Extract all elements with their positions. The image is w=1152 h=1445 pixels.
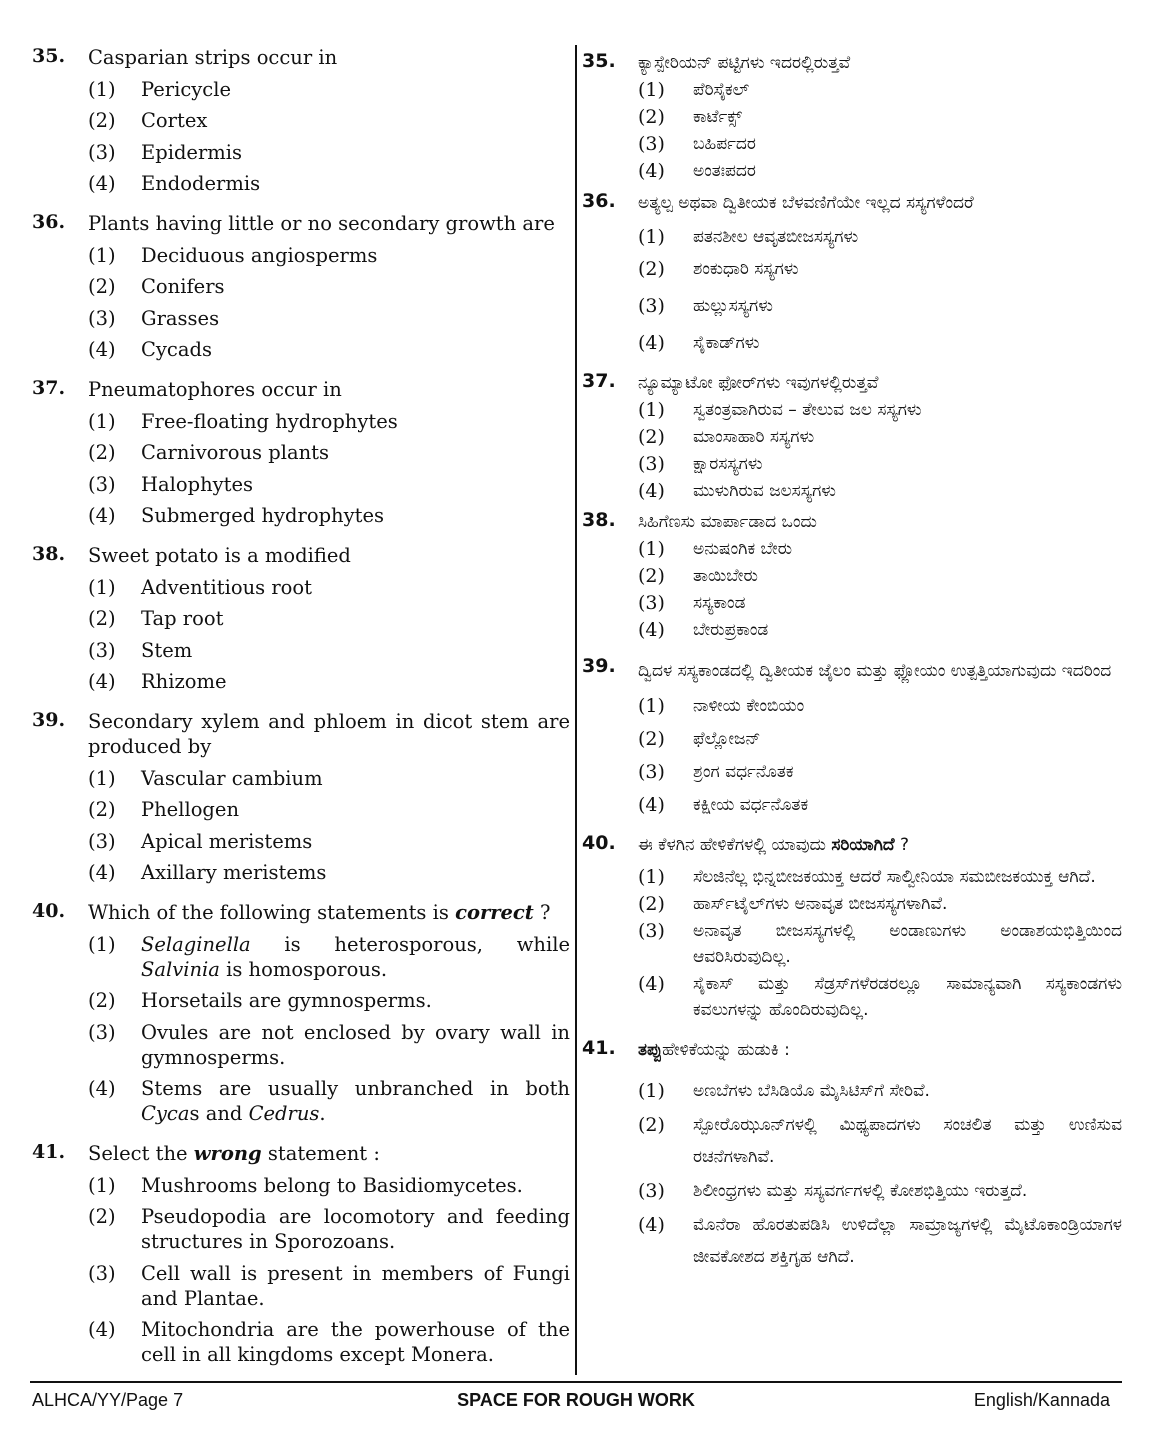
option-2 [88, 108, 570, 133]
question-text [638, 832, 1122, 858]
option-1 [88, 243, 570, 268]
option-3 [638, 1175, 1122, 1207]
option-3 [88, 140, 570, 165]
option-number: (4) [88, 504, 116, 527]
option-text: Deciduous angiosperms [141, 243, 378, 267]
kannada-column [582, 40, 1122, 1273]
option-text: Mushrooms belong to Basidiomycetes. [141, 1173, 523, 1197]
option-text: ನಾಳೀಯ ಕೇಂಬಿಯಂ [693, 696, 805, 716]
option-text: Carnivorous plants [141, 441, 329, 464]
option-text: Pericycle [141, 77, 231, 101]
option-number: (2) [638, 106, 665, 128]
option-1 [88, 575, 570, 600]
question-number: 36. [582, 190, 616, 212]
option-3 [88, 306, 570, 331]
question-35 [32, 45, 570, 196]
option-number: (1) [88, 1173, 116, 1197]
option-number: (2) [638, 426, 665, 448]
option-text: ಕಕ್ಷೀಯ ವರ್ಧನೊತಕ [693, 795, 809, 815]
option-text: Tap root [141, 607, 224, 630]
question-number: 35. [32, 45, 66, 67]
option-text: Submerged hydrophytes [141, 504, 385, 527]
option-2 [88, 606, 570, 631]
text-fragment: . [319, 1102, 326, 1125]
option-number: (2) [88, 1205, 116, 1228]
question-text-end: ? [533, 901, 551, 924]
option-number: (2) [88, 109, 116, 132]
option-number: (2) [638, 1114, 665, 1136]
option-1 [88, 77, 570, 102]
option-text: Cortex [141, 109, 208, 132]
option-text: ಶ್ರಂಗ ವರ್ಧನೊತಕ [693, 762, 794, 782]
option-3 [88, 472, 570, 497]
option-text: Horsetails are gymnosperms. [141, 989, 432, 1012]
option-number: (3) [638, 295, 665, 317]
option-2 [638, 1109, 1122, 1173]
question-36-kannada [582, 190, 1122, 356]
option-number: (4) [638, 973, 665, 995]
option-number: (3) [88, 829, 116, 853]
column-divider [575, 45, 577, 1375]
question-text: Pneumatophores occur in [88, 378, 342, 401]
option-4 [638, 971, 1122, 1023]
question-text [88, 1141, 570, 1166]
option-text: ಅಣಬೆಗಳು ಬೆಸಿಡಿಯೊ ಮೈಸಿಟಿಸ್‌ಗೆ ಸೇರಿವೆ. [693, 1081, 930, 1101]
question-text [638, 1037, 1122, 1063]
option-1 [638, 397, 1122, 423]
option-1 [638, 77, 1122, 103]
question-text: ನ್ಯೂಮ್ಯಾಟೋ ಫೋರ್‌ಗಳು ಇವುಗಳಲ್ಲಿರುತ್ತವೆ [638, 373, 879, 393]
question-text: ಕ್ಯಾಸ್ಪೇರಿಯನ್ ಪಟ್ಟಿಗಳು ಇದರಲ್ಲಿರುತ್ತವೆ [638, 53, 851, 73]
question-number: 36. [32, 211, 66, 233]
option-4 [88, 1317, 570, 1367]
option-number: (4) [88, 1077, 116, 1100]
option-3 [638, 131, 1122, 157]
option-4 [88, 171, 570, 196]
option-text: ಸೈಕಾಡ್‌ಗಳು [693, 333, 760, 353]
option-text: ಅನಾವೃತ ಬೀಜಸಸ್ಯಗಳಲ್ಲಿ ಅಂಡಾಣುಗಳು ಅಂಡಾಶಯಭಿತ್ತಿಯಿಂದ ಆವರಿಸಿರುವುದಿಲ್ಲ. [693, 921, 1122, 967]
option-1 [638, 224, 1122, 250]
option-number: (2) [88, 607, 116, 630]
option-4 [88, 669, 570, 694]
question-37-kannada [582, 370, 1122, 504]
option-number: (2) [638, 728, 665, 750]
option-4 [638, 792, 1122, 818]
option-text: Mitochondria are the powerhouse of the cell in all kingdoms except Monera. [141, 1318, 570, 1366]
option-text: Endodermis [141, 172, 261, 195]
question-text-end: ಹೇಳಿಕೆಯನ್ನು ಹುಡುಕಿ : [662, 1040, 790, 1060]
option-text: ಸೈಕಾಸ್ ಮತ್ತು ಸೆಡ್ರಸ್‌ಗಳೆರಡರಲ್ಲೂ ಸಾಮಾನ್ಯವಾಗಿ ಸಸ್ಯಕಾಂಡಗಳು ಕವಲುಗಳನ್ನು ಹೊಂದಿರುವುದಿಲ್ಲ. [693, 974, 1122, 1020]
option-1 [638, 1075, 1122, 1107]
option-1 [88, 932, 570, 982]
rough-work-label: SPACE FOR ROUGH WORK [457, 1390, 695, 1410]
question-text: Casparian strips occur in [88, 46, 338, 69]
option-number: (4) [638, 1214, 665, 1236]
option-text: Stem [141, 638, 193, 662]
option-text: Axillary meristems [141, 861, 327, 884]
option-text: Epidermis [141, 140, 243, 164]
option-number: (3) [88, 1261, 116, 1285]
option-3 [638, 590, 1122, 616]
option-text: ಸೆಲಜಿನೆಲ್ಲ ಭಿನ್ನಬೀಜಕಯುಕ್ತ ಆದರೆ ಸಾಲ್ವೀನಿಯಾ ಸಮಬೀಜಕಯುಕ್ತ ಆಗಿದೆ. [693, 867, 1096, 887]
option-number: (3) [638, 453, 665, 475]
question-text: ಅತ್ಯಲ್ಪ ಅಥವಾ ದ್ವಿತೀಯಕ ಬೆಳವಣಿಗೆಯೇ ಇಲ್ಲದ ಸಸ್ಯಗಳೆಂದರೆ [638, 193, 974, 213]
option-text: Free-floating hydrophytes [141, 409, 398, 433]
option-text [141, 1076, 570, 1126]
text-fragment: is homosporous. [219, 957, 388, 981]
option-number: (1) [638, 695, 665, 717]
option-number: (1) [638, 399, 665, 421]
option-text: Cell wall is present in members of Fungi and Plantae. [141, 1261, 570, 1310]
question-40-kannada [582, 832, 1122, 1023]
option-text: ಕಾರ್ಟೆಕ್ಸ್ [693, 107, 743, 127]
option-number: (4) [88, 861, 116, 884]
option-text: ಬೇರುಪ್ರಕಾಂಡ [693, 620, 769, 640]
option-text: ಪತನಶೀಲ ಆವೃತಬೀಜಸಸ್ಯಗಳು [693, 227, 859, 247]
option-text: ಫೆಲ್ಲೋಜನ್ [693, 729, 761, 749]
option-text: Grasses [141, 306, 220, 330]
option-text: Adventitious root [141, 575, 312, 599]
option-number: (2) [88, 798, 116, 821]
option-3 [638, 918, 1122, 970]
option-number: (1) [88, 409, 116, 433]
question-number: 40. [32, 900, 66, 922]
question-35-kannada [582, 50, 1122, 184]
option-number: (3) [88, 472, 116, 496]
option-2 [638, 104, 1122, 130]
option-text: ಹುಲ್ಲುಸಸ್ಯಗಳು [693, 296, 773, 316]
option-1 [638, 693, 1122, 719]
option-number: (2) [88, 275, 116, 298]
option-text: ಮುಳುಗಿರುವ ಜಲಸಸ್ಯಗಳು [693, 481, 836, 501]
question-41-kannada [582, 1037, 1122, 1273]
option-4 [88, 1076, 570, 1126]
page-code: ALHCA/YY/Page 7 [32, 1390, 184, 1410]
question-36 [32, 211, 570, 362]
option-text: ಅಂತಃಪದರ [693, 161, 756, 181]
option-2 [88, 797, 570, 822]
question-text: ಸಿಹಿಗೆಣಸು ಮಾರ್ಪಾಡಾದ ಒಂದು [638, 512, 817, 532]
question-39 [32, 709, 570, 885]
question-text: Sweet potato is a modified [88, 544, 351, 567]
option-number: (3) [638, 592, 665, 614]
question-37 [32, 377, 570, 528]
question-number: 38. [582, 509, 616, 531]
emphasis-correct: ಸರಿಯಾಗಿದೆ [831, 835, 895, 855]
question-38-kannada [582, 509, 1122, 643]
option-number: (1) [638, 538, 665, 560]
question-text-start: Which of the following statements is [88, 901, 456, 924]
option-number: (1) [88, 575, 116, 599]
option-text: ಮೊನೆರಾ ಹೊರತುಪಡಿಸಿ ಉಳಿದೆಲ್ಲಾ ಸಾಮ್ರಾಜ್ಯಗಳಲ್ಲಿ ಮೈಟೊಕಾಂಡ್ರಿಯಾಗಳ ಜೀವಕೋಶದ ಶಕ್ತಿಗೃಹ ಆಗಿದೆ. [693, 1215, 1122, 1267]
option-number: (3) [88, 638, 116, 662]
taxon-salvinia: Salvinia [141, 957, 220, 981]
question-text: Secondary xylem and phloem in dicot stem are produced by [88, 710, 570, 758]
option-2 [638, 563, 1122, 589]
option-text: Apical meristems [141, 829, 313, 853]
question-text-end: ? [894, 835, 909, 855]
option-2 [88, 988, 570, 1013]
option-number: (4) [88, 338, 116, 361]
option-number: (3) [638, 133, 665, 155]
question-number: 38. [32, 543, 66, 565]
option-text: ಶಿಲೀಂಧ್ರಗಳು ಮತ್ತು ಸಸ್ಯವರ್ಗಗಳಲ್ಲಿ ಕೋಶಭಿತ್ತಿಯು ಇರುತ್ತದೆ. [693, 1181, 1028, 1201]
option-number: (1) [638, 866, 665, 888]
option-4 [638, 478, 1122, 504]
option-2 [88, 440, 570, 465]
option-4 [88, 503, 570, 528]
option-2 [638, 424, 1122, 450]
option-text: ಅನುಷಂಗಿಕ ಬೇರು [693, 539, 793, 559]
option-text: ಶಂಕುಧಾರಿ ಸಸ್ಯಗಳು [693, 259, 799, 279]
option-2 [88, 274, 570, 299]
option-number: (4) [88, 670, 116, 693]
option-number: (3) [638, 920, 665, 942]
option-2 [638, 726, 1122, 752]
question-number: 37. [32, 377, 66, 399]
question-text: Plants having little or no secondary growth are [88, 212, 555, 235]
option-1 [88, 766, 570, 791]
option-number: (4) [638, 619, 665, 641]
option-number: (1) [638, 79, 665, 101]
option-3 [638, 451, 1122, 477]
footer-rule [30, 1381, 1122, 1383]
text-fragment: Stems are usually unbranched in both [141, 1077, 570, 1100]
option-text: Phellogen [141, 798, 240, 821]
option-number: (3) [88, 1020, 116, 1044]
option-number: (4) [88, 172, 116, 195]
option-text: Cycads [141, 338, 212, 361]
taxon-cycas: Cyca [141, 1102, 190, 1125]
question-text-start: Select the [88, 1142, 194, 1165]
option-number: (4) [88, 1318, 116, 1341]
option-text [141, 932, 570, 982]
question-38 [32, 543, 570, 694]
option-4 [638, 1209, 1122, 1273]
option-text: Vascular cambium [141, 766, 323, 790]
option-3 [88, 1020, 570, 1070]
option-text: Rhizome [141, 670, 227, 693]
option-text: ಸಸ್ಯಕಾಂಡ [693, 593, 746, 613]
option-1 [638, 864, 1122, 890]
option-3 [88, 1261, 570, 1311]
option-4 [638, 617, 1122, 643]
question-text [88, 900, 570, 925]
option-number: (2) [638, 565, 665, 587]
option-4 [638, 330, 1122, 356]
option-number: (1) [88, 766, 116, 790]
option-3 [638, 759, 1122, 785]
taxon-selaginella: Selaginella [141, 932, 251, 956]
language-label: English/Kannada [973, 1390, 1110, 1410]
option-number: (4) [638, 794, 665, 816]
option-number: (3) [638, 761, 665, 783]
question-number: 41. [582, 1037, 616, 1059]
question-text-start: ಈ ಕೆಳಗಿನ ಹೇಳಿಕೆಗಳಲ್ಲಿ ಯಾವುದು [638, 835, 832, 855]
option-number: (1) [88, 77, 116, 101]
option-1 [638, 536, 1122, 562]
option-number: (3) [88, 140, 116, 164]
question-number: 39. [582, 655, 616, 677]
option-text: Conifers [141, 275, 225, 298]
option-text: Ovules are not enclosed by ovary wall in gymnosperms. [141, 1020, 570, 1069]
english-column [32, 40, 570, 1367]
option-number: (4) [638, 480, 665, 502]
text-fragment: s and [189, 1102, 249, 1125]
emphasis-wrong: ತಪ್ಪು [638, 1040, 663, 1060]
question-number: 35. [582, 50, 616, 72]
question-text: ದ್ವಿದಳ ಸಸ್ಯಕಾಂಡದಲ್ಲಿ ದ್ವಿತೀಯಕ ಜೈಲಂ ಮತ್ತು ಫ್ಲೋಯಂ ಉತ್ಪತ್ತಿಯಾಗುವುದು ಇದರಿಂದ [638, 661, 1112, 681]
option-4 [88, 860, 570, 885]
text-fragment: is heterosporous, while [250, 932, 570, 956]
option-4 [638, 158, 1122, 184]
option-number: (4) [638, 160, 665, 182]
option-text: ತಾಯಿಬೇರು [693, 566, 758, 586]
option-number: (1) [638, 226, 665, 248]
option-number: (4) [638, 332, 665, 354]
option-1 [88, 409, 570, 434]
question-number: 40. [582, 832, 616, 854]
option-number: (2) [638, 258, 665, 280]
option-text: ಸ್ಪೋರೊಝೂನ್‌ಗಳಲ್ಲಿ ಮಿಥ್ಯಪಾದಗಳು ಸಂಚಲಿತ ಮತ್ತು ಉಣಿಸುವ ರಚನೆಗಳಾಗಿವೆ. [693, 1115, 1122, 1167]
option-text: ಸ್ವತಂತ್ರವಾಗಿರುವ – ತೇಲುವ ಜಲ ಸಸ್ಯಗಳು [693, 400, 922, 420]
option-text: ಪೆರಿಸೈಕಲ್ [693, 80, 750, 100]
option-2 [88, 1204, 570, 1254]
option-text: ಮಾಂಸಾಹಾರಿ ಸಸ್ಯಗಳು [693, 427, 815, 447]
option-text: Halophytes [141, 472, 254, 496]
option-text: ಹಾರ್ಸ್‌ಟೈಲ್‌ಗಳು ಅನಾವೃತ ಬೀಜಸಸ್ಯಗಳಾಗಿವೆ. [693, 894, 948, 914]
taxon-cedrus: Cedrus [248, 1102, 320, 1125]
question-number: 39. [32, 709, 66, 731]
option-number: (2) [638, 893, 665, 915]
option-number: (2) [88, 441, 116, 464]
option-3 [88, 829, 570, 854]
question-number: 37. [582, 370, 616, 392]
option-number: (3) [88, 306, 116, 330]
option-text: Pseudopodia are locomotory and feeding structures in Sporozoans. [141, 1205, 570, 1253]
option-4 [88, 337, 570, 362]
option-2 [638, 891, 1122, 917]
option-number: (1) [88, 243, 116, 267]
option-2 [638, 256, 1122, 282]
question-39-kannada [582, 655, 1122, 818]
question-40 [32, 900, 570, 1126]
option-3 [638, 293, 1122, 319]
question-number: 41. [32, 1141, 66, 1163]
option-number: (3) [638, 1180, 665, 1202]
emphasis-wrong: wrong [193, 1142, 262, 1165]
option-1 [88, 1173, 570, 1198]
question-text-end: statement : [261, 1142, 380, 1165]
option-number: (1) [638, 1080, 665, 1102]
option-number: (1) [88, 932, 116, 956]
question-41 [32, 1141, 570, 1367]
option-3 [88, 638, 570, 663]
option-text: ಬಹಿರ್ಪದರ [693, 134, 756, 154]
option-text: ಕ್ಷಾರಸಸ್ಯಗಳು [693, 454, 763, 474]
option-number: (2) [88, 989, 116, 1012]
emphasis-correct: correct [455, 901, 534, 924]
